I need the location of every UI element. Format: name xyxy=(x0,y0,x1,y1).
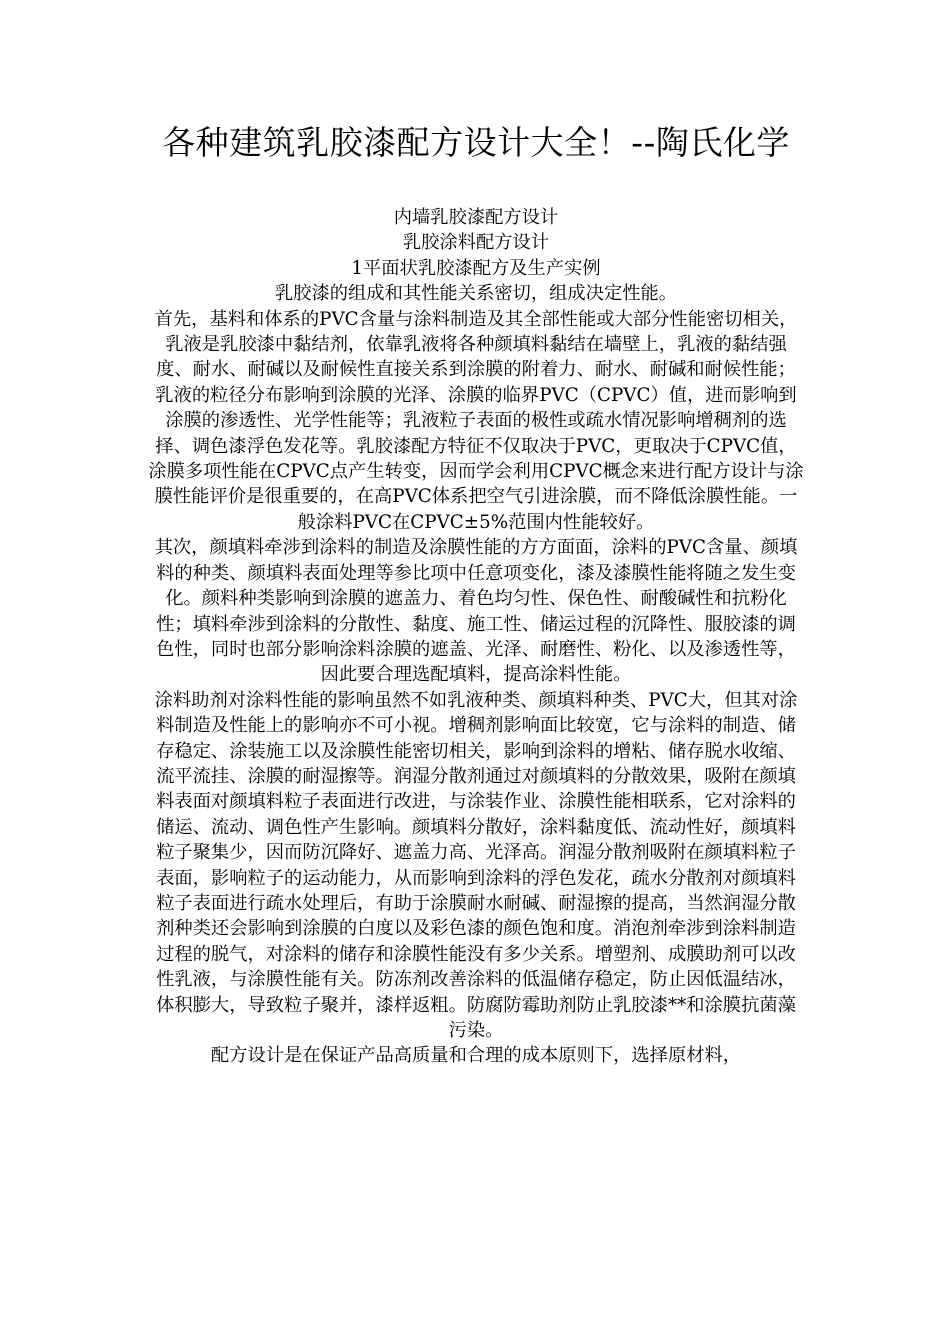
paragraph-formulation-design: 配方设计是在保证产品高质量和合理的成本原则下，选择原材料， xyxy=(210,1045,742,1067)
heading-latex-coating-design: 乳胶涂料配方设计 xyxy=(402,232,550,254)
document-title: 各种建筑乳胶漆配方设计大全！--陶氏化学 xyxy=(162,123,790,162)
document-page xyxy=(148,118,804,1069)
heading-interior-latex-paint: 内墙乳胶漆配方设计 xyxy=(393,207,559,228)
document-body xyxy=(148,205,804,1069)
paragraph-intro: 乳胶漆的组成和其性能关系密切，组成决定性能。 xyxy=(274,283,678,305)
heading-flat-latex-paint-example: 1平面状乳胶漆配方及生产实例 xyxy=(351,257,601,279)
paragraph-pigments-fillers: 其次，颜填料牵涉到涂料的制造及涂膜性能的方方面面，涂料的PVC含量、颜填料的种类、颜填料表面处理等参比项中任意项变化，漆及漆膜性能将随之发生变化。颜料种类影响到涂膜的遮盖力、着色均匀性、保色性、耐酸碱性和抗粉化性；填料牵涉到涂料的分散性、黏度、施工性、储运过程的沉降性、服胶漆的调色性，同时也部分影响涂料涂膜的遮盖、光泽、耐磨性、粉化、以及渗透性等，因此要合理选配填料，提高涂料性能。 xyxy=(154,537,798,686)
paragraph-additives: 涂料助剂对涂料性能的影响虽然不如乳液种类、颜填料种类、PVC大，但其对涂料制造及性能上的影响亦不可小视。增稠剂影响面比较宽，它与涂料的制造、储存稳定、涂装施工以及涂膜性能密切相关，影响到涂料的增粘、储存脱水收缩、流平流挂、涂膜的耐湿擦等。润湿分散剂通过对颜填料的分散效果，吸附在颜填料表面对颜填料粒子表面进行改进，与涂装作业、涂膜性能相联系，它对涂料的储运、流动、调色性产生影响。颜填料分散好，涂料黏度低、流动性好，颜填料粒子聚集少，因而防沉降好、遮盖力高、光泽高。润湿分散剂吸附在颜填料粒子表面，影响粒子的运动能力，从而影响到涂料的浮色发花，疏水分散剂对颜填料粒子表面进行疏水处理后，有助于涂膜耐水耐碱、耐湿擦的提高，当然润湿分散剂种类还会影响到涂膜的白度以及彩色漆的颜色饱和度。消泡剂牵涉到涂料制造过程的脱气，对涂料的储存和涂膜性能没有多少关系。增塑剂、成膜助剂可以改性乳液，与涂膜性能有关。防冻剂改善涂料的低温储存稳定，防止因低温结冰，体积膨大，导致粒子聚并，漆样返粗。防腐防霉助剂防止乳胶漆**和涂膜抗菌藻污染。 xyxy=(154,689,798,1041)
paragraph-binder-pvc: 首先，基料和体系的PVC含量与涂料制造及其全部性能或大部分性能密切相关，乳液是乳胶漆中黏结剂，依靠乳液将各种颜填料黏结在墙壁上，乳液的黏结强度、耐水、耐碱以及耐候性直接关系到涂膜的附着力、耐水、耐碱和耐候性能；乳液的粒径分布影响到涂膜的光泽、涂膜的临界PVC（CPVC）值，进而影响到涂膜的渗透性、光学性能等；乳液粒子表面的极性或疏水情况影响增稠剂的选择、调色漆浮色发花等。乳胶漆配方特征不仅取决于PVC，更取决于CPVC值，涂膜多项性能在CPVC点产生转变，因而学会利用CPVC概念来进行配方设计与涂膜性能评价是很重要的，在高PVC体系把空气引进涂膜，而不降低涂膜性能。一般涂料PVC在CPVC±5%范围内性能较好。 xyxy=(148,308,804,533)
